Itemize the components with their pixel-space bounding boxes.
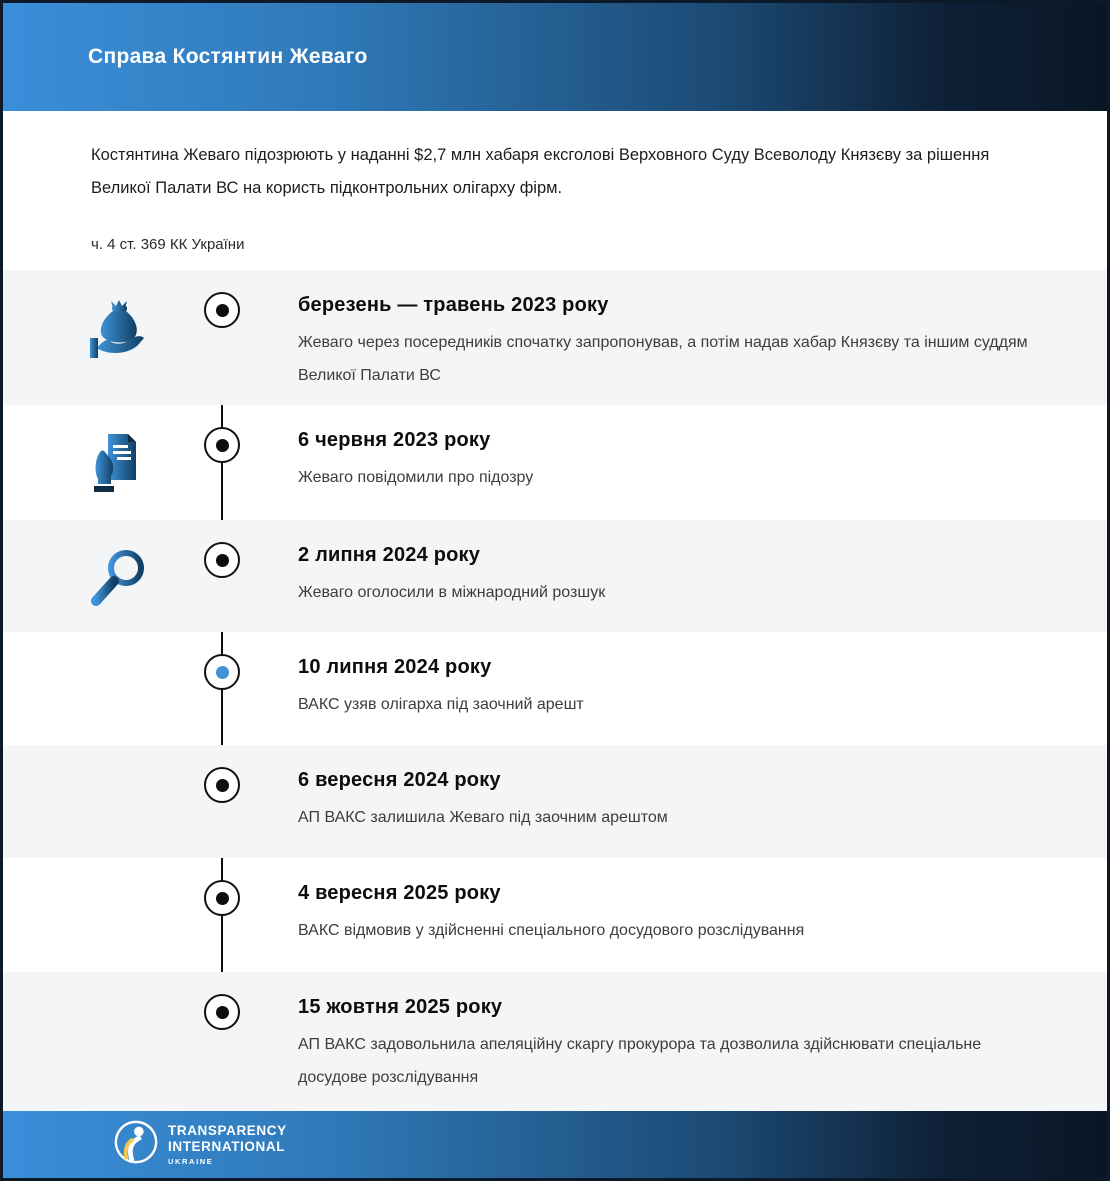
transparency-international-logo [113, 1119, 287, 1170]
event-date: 4 вересня 2025 року [298, 882, 501, 904]
node-dot [216, 779, 229, 792]
node-dot [216, 554, 229, 567]
timeline-row [3, 270, 1107, 405]
intro-section [3, 111, 1107, 270]
event-date: 15 жовтня 2025 року [298, 996, 503, 1018]
event-description: ВАКС відмовив у здійсненні спеціального досудового розслідування [298, 922, 805, 939]
event-description: Жеваго через посередників спочатку запропонував, а потім надав хабар Князєву та іншим суддям Великої Палати ВС [298, 334, 1028, 384]
footer-banner [3, 1111, 1107, 1178]
header-banner [3, 3, 1107, 111]
timeline-node [204, 880, 240, 916]
notice-document-in-hand-icon [83, 427, 155, 499]
timeline-row [3, 745, 1107, 858]
timeline-row [3, 972, 1107, 1111]
timeline-node-highlighted [204, 654, 240, 690]
logo-line1: TRANSPARENCY [168, 1123, 287, 1138]
event-description: Жеваго оголосили в міжнародний розшук [298, 584, 606, 601]
node-dot [216, 892, 229, 905]
timeline-row [3, 520, 1107, 632]
page-title: Справа Костянтин Жеваго [88, 45, 368, 68]
event-date: 6 вересня 2024 року [298, 769, 501, 791]
event-date: 6 червня 2023 року [298, 429, 491, 451]
logo-line3: UKRAINE [168, 1157, 214, 1166]
timeline-row [3, 632, 1107, 745]
node-dot [216, 304, 229, 317]
node-dot [216, 439, 229, 452]
logo-line2: INTERNATIONAL [168, 1139, 286, 1154]
timeline-node [204, 427, 240, 463]
event-description: Жеваго повідомили про підозру [298, 469, 534, 486]
node-dot-blue [216, 666, 229, 679]
timeline-row [3, 858, 1107, 972]
event-description: АП ВАКС залишила Жеваго під заочним арештом [298, 809, 668, 826]
event-date: березень — травень 2023 року [298, 294, 609, 316]
timeline-node [204, 767, 240, 803]
event-date: 2 липня 2024 року [298, 544, 481, 566]
timeline-row [3, 405, 1107, 520]
timeline-node [204, 994, 240, 1030]
ti-emblem-icon [113, 1119, 159, 1170]
money-bag-in-hand-icon [83, 292, 155, 364]
timeline [3, 270, 1107, 1111]
case-summary: Костянтина Жеваго підозрюють у наданні $2,7 млн хабаря ексголові Верховного Суду Всеволоду Князєву за рішення Великої Палати ВС на користь підконтрольних олігарху фірм. [91, 146, 990, 197]
event-date: 10 липня 2024 року [298, 656, 492, 678]
event-description: ВАКС узяв олігарха під заочний арешт [298, 696, 584, 713]
magnifying-glass-icon [83, 542, 155, 614]
node-dot [216, 1006, 229, 1019]
law-reference: ч. 4 ст. 369 КК України [91, 236, 245, 253]
timeline-node [204, 292, 240, 328]
timeline-node [204, 542, 240, 578]
event-description: АП ВАКС задовольнила апеляційну скаргу прокурора та дозволила здійснювати спеціальне досудове розслідування [298, 1036, 982, 1086]
